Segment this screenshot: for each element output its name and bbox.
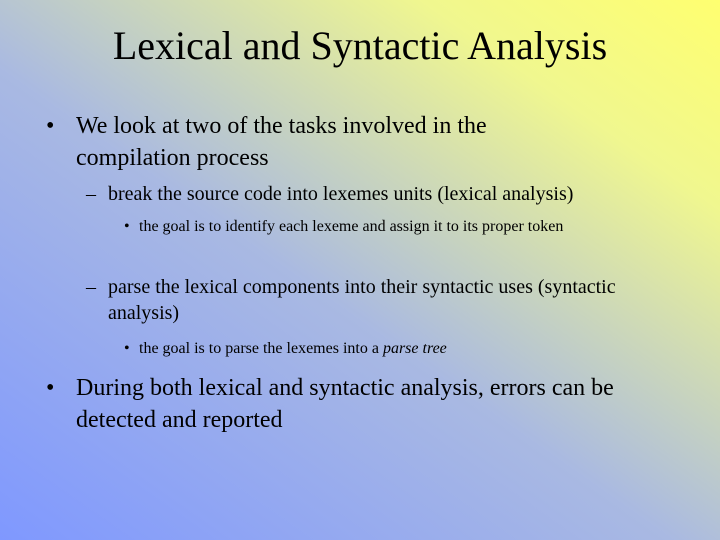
- dash-marker: –: [86, 276, 96, 298]
- bullet-text: We look at two of the tasks involved in the compilation process: [76, 113, 487, 171]
- bullet-level-1: [46, 110, 606, 174]
- emphasized-term: parse tree: [382, 340, 447, 357]
- sub-bullet: [86, 181, 686, 207]
- dash-marker: –: [86, 183, 96, 205]
- sub-sub-bullet-plain-text: the goal is to parse the lexemes into a: [139, 340, 383, 357]
- sub-bullet-text: parse the lexical components into their syntactic uses (syntactic analysis): [108, 276, 616, 324]
- bullet-marker: •: [46, 113, 55, 139]
- sub-sub-bullet: [124, 338, 684, 360]
- bullet-marker: •: [124, 218, 130, 235]
- bullet-marker: •: [46, 375, 55, 401]
- bullet-marker: •: [124, 340, 130, 357]
- bullet-level-1: [46, 372, 686, 436]
- sub-sub-bullet: [124, 216, 684, 238]
- sub-bullet: [86, 274, 646, 326]
- sub-sub-bullet-text: [139, 338, 684, 360]
- bullet-text: During both lexical and syntactic analysis, errors can be detected and reported: [76, 375, 614, 433]
- slide-title: Lexical and Syntactic Analysis: [112, 23, 608, 68]
- sub-bullet-text: break the source code into lexemes units (lexical analysis): [108, 183, 574, 205]
- sub-sub-bullet-text: the goal is to identify each lexeme and assign it to its proper token: [139, 218, 564, 235]
